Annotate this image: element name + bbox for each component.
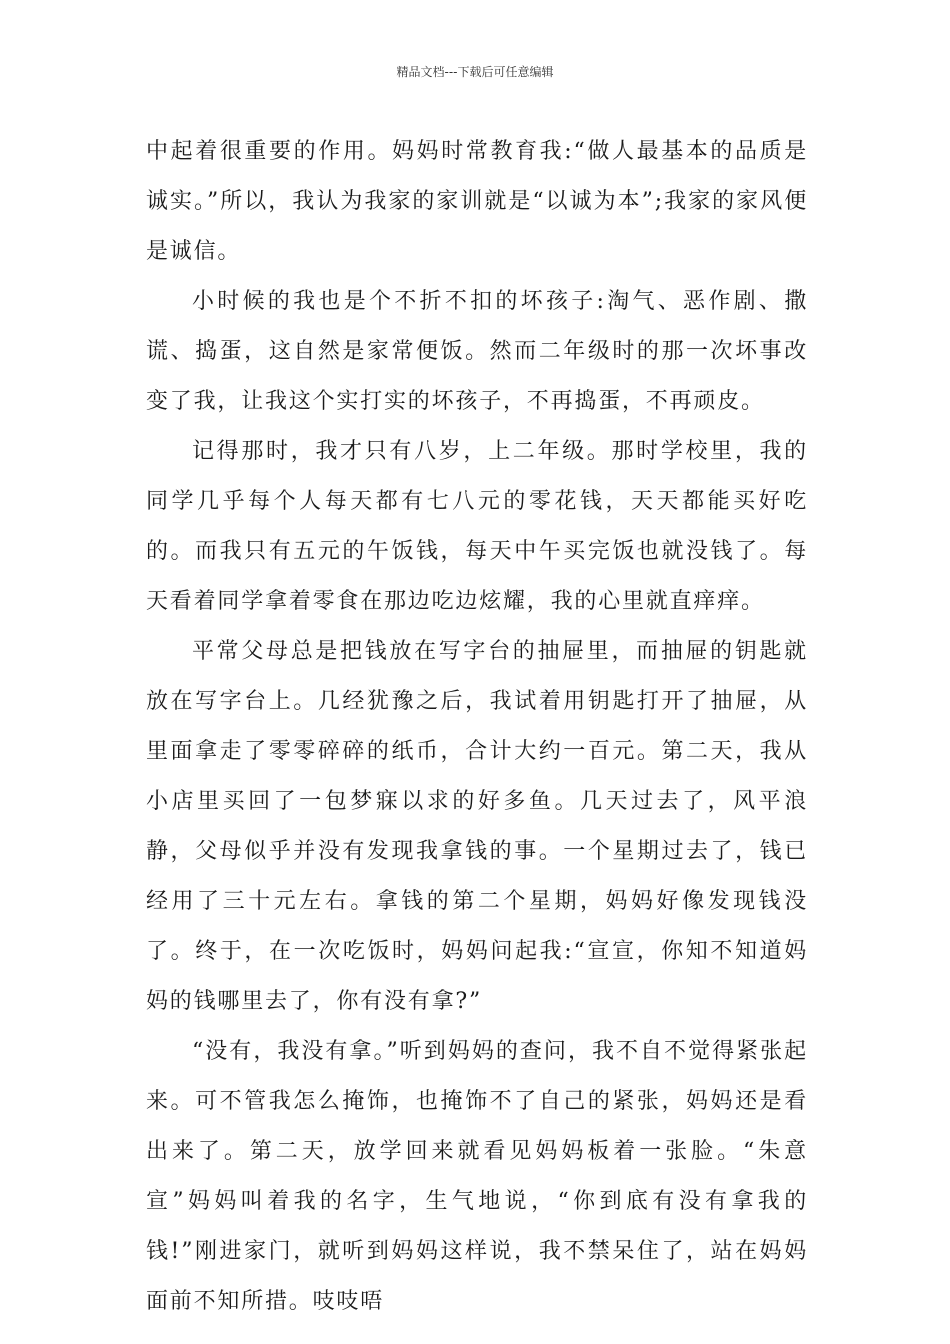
paragraph: 记得那时，我才只有八岁，上二年级。那时学校里，我的同学几乎每个人每天都有七八元的零花钱，天天都能买好吃的。而我只有五元的午饭钱，每天中午买完饭也就没钱了。每天看着同学拿着零食在那边吃边炫耀，我的心里就直痒痒。 [146,439,808,614]
paragraph-continued: 中起着很重要的作用。妈妈时常教育我:“做人最基本的品质是诚实。”所以，我认为我家的家训就是“以诚为本”;我家的家风便是诚信。 [146,139,808,264]
paragraph: “没有，我没有拿。”听到妈妈的查问，我不自不觉得紧张起来。可不管我怎么掩饰，也掩饰不了自己的紧张，妈妈还是看出来了。第二天，放学回来就看见妈妈板着一张脸。“朱意宣”妈妈叫着我的名字，生气地说，“你到底有没有拿我的钱!”刚进家门，就听到妈妈这样说，我不禁呆住了，站在妈妈面前不知所措。吱吱唔 [146,1039,808,1314]
paragraph: 平常父母总是把钱放在写字台的抽屉里，而抽屉的钥匙就放在写字台上。几经犹豫之后，我试着用钥匙打开了抽屉，从里面拿走了零零碎碎的纸币，合计大约一百元。第二天，我从小店里买回了一包梦寐以求的好多鱼。几天过去了，风平浪静，父母似乎并没有发现我拿钱的事。一个星期过去了，钱已经用了三十元左右。拿钱的第二个星期，妈妈好像发现钱没了。终于，在一次吃饭时，妈妈问起我:“宣宣，你知不知道妈妈的钱哪里去了，你有没有拿?” [146,639,808,1014]
paragraph: 小时候的我也是个不折不扣的坏孩子:淘气、恶作剧、撒谎、捣蛋，这自然是家常便饭。然而二年级时的那一次坏事改变了我，让我这个实打实的坏孩子，不再捣蛋，不再顽皮。 [146,289,808,414]
page-header: 精品文档---下载后可任意编辑 [396,65,554,79]
document-body [146,127,808,1327]
